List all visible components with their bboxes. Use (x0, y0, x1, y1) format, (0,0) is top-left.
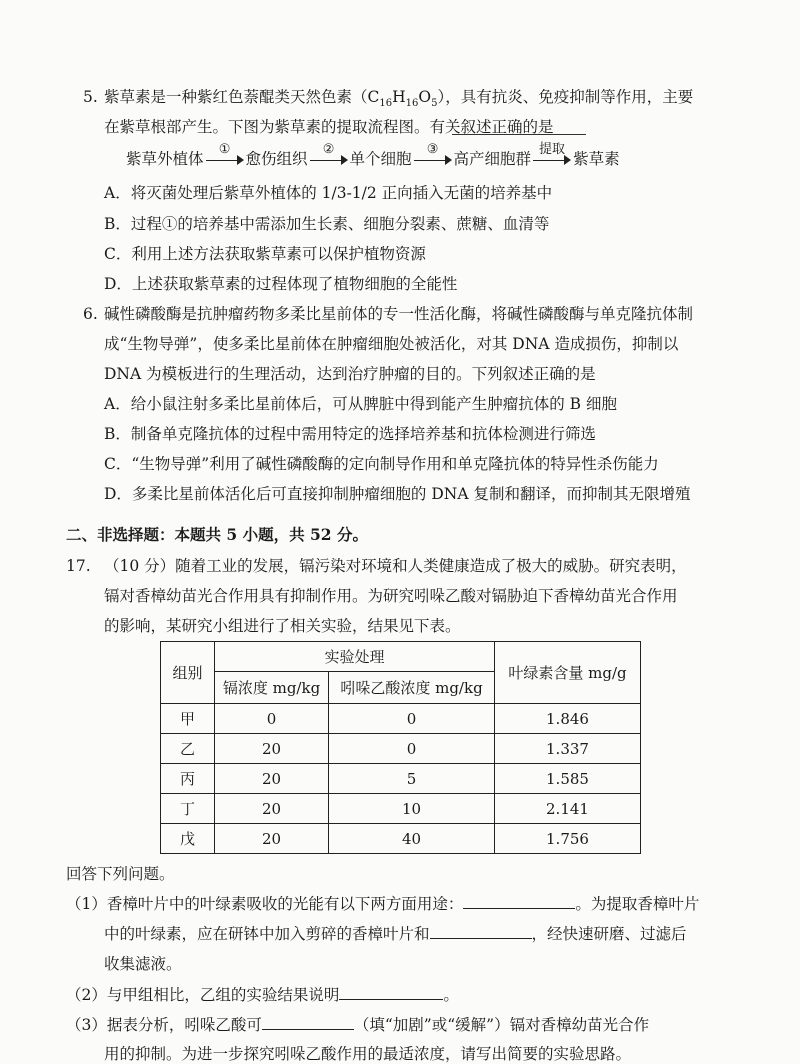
q5-stem-line1: 紫草素是一种紫红色萘醌类天然色素$(C_{16}H_{16}O_5)$，具有抗炎、免疫抑制等作用，主要 (104, 88, 694, 110)
q6-stem-line1: 碱性磷酸酶是抗肿瘤药物多柔比星前体的专一性活化酶，将碱性磷酸酶与单克隆抗体制 (104, 305, 694, 323)
cell-cd: 20 (215, 824, 329, 854)
answer-blank-1[interactable] (463, 894, 575, 909)
header-cd-concentration: 镉浓度 mg/kg (215, 672, 329, 704)
table-row (161, 734, 641, 764)
answer-blank-4[interactable] (262, 1015, 354, 1030)
cell-chlorophyll: 1.756 (495, 824, 641, 854)
flow-arrow-extract: 提取 (533, 149, 571, 169)
section2-heading: 二、非选择题：本题共 5 小题，共 52 分。 (66, 525, 368, 544)
cell-cd: 20 (215, 734, 329, 764)
table-row (161, 704, 641, 734)
flow-node-explant: 紫草外植体 (126, 150, 204, 168)
cell-chlorophyll: 1.585 (495, 764, 641, 794)
cell-chlorophyll: 1.337 (495, 734, 641, 764)
cell-group: 乙 (161, 734, 215, 764)
handwritten-underline (452, 134, 586, 135)
cell-group: 丙 (161, 764, 215, 794)
flow-node-shikonin: 紫草素 (573, 150, 620, 168)
cell-chlorophyll: 2.141 (495, 794, 641, 824)
subq1-line1: （1）香樟叶片中的叶绿素吸收的光能有以下两方面用途： 。为提取香樟叶片 (66, 895, 700, 913)
q6-number: 6. (83, 305, 98, 323)
flow-arrow-3: ③ (414, 149, 452, 169)
q5-option-c: C．利用上述方法获取紫草素可以保护植物资源 (104, 245, 426, 263)
subq1-line3: 收集滤液。 (104, 955, 182, 973)
subq2-line: （2）与甲组相比，乙组的实验结果说明 。 (66, 986, 459, 1004)
header-iaa-concentration: 吲哚乙酸浓度 mg/kg (329, 672, 495, 704)
header-chlorophyll: 叶绿素含量 mg/g (495, 642, 641, 704)
q6-option-d: D．多柔比星前体活化后可直接抑制肿瘤细胞的 DNA 复制和翻译，而抑制其无限增殖 (104, 485, 691, 503)
q5-stem-line2: 在紫草根部产生。下图为紫草素的提取流程图。有关叙述正确的是 (104, 118, 554, 136)
header-group: 组别 (161, 642, 215, 704)
q5-flowchart (126, 142, 620, 169)
flow-arrow-2: ② (310, 149, 348, 169)
subq3-line1: （3）据表分析，吲哚乙酸可 （填“加剧”或“缓解”）镉对香樟幼苗光合作 (66, 1016, 650, 1034)
cell-iaa: 40 (329, 824, 495, 854)
cell-iaa: 0 (329, 734, 495, 764)
subq1-line2: 中的叶绿素，应在研钵中加入剪碎的香樟叶片和 ，经快速研磨、过滤后 (104, 925, 687, 943)
table-row (161, 824, 641, 854)
results-table (160, 641, 641, 854)
q5-option-a: A．将灭菌处理后紫草外植体的 1/3-1/2 正向插入无菌的培养基中 (104, 184, 553, 202)
q17-stem-line2: 镉对香樟幼苗光合作用具有抑制作用。为研究吲哚乙酸对镉胁迫下香樟幼苗光合作用 (104, 587, 678, 605)
q17-stem-line1: （10 分）随着工业的发展，镉污染对环境和人类健康造成了极大的威胁。研究表明， (104, 557, 687, 575)
q17-number: 17. (66, 557, 91, 575)
cell-cd: 0 (215, 704, 329, 734)
flow-node-callus: 愈伤组织 (245, 150, 308, 168)
header-treatment: 实验处理 (215, 642, 495, 672)
cell-iaa: 5 (329, 764, 495, 794)
q6-stem-line3: DNA 为模板进行的生理活动，达到治疗肿瘤的目的。下列叙述正确的是 (104, 365, 596, 383)
flow-node-high-yield: 高产细胞群 (453, 150, 532, 168)
cell-cd: 20 (215, 764, 329, 794)
cell-cd: 20 (215, 794, 329, 824)
cell-group: 丁 (161, 794, 215, 824)
flow-node-single-cell: 单个细胞 (349, 150, 412, 168)
answer-blank-2[interactable] (430, 924, 532, 939)
answer-intro: 回答下列问题。 (66, 865, 175, 883)
q6-stem-line2: 成“生物导弹”，使多柔比星前体在肿瘤细胞处被活化，对其 DNA 造成损伤，抑制以 (104, 335, 679, 353)
q6-option-c: C．“生物导弹”利用了碱性磷酸酶的定向制导作用和单克隆抗体的特异性杀伤能力 (104, 455, 659, 473)
q6-option-a: A．给小鼠注射多柔比星前体后，可从脾脏中得到能产生肿瘤抗体的 B 细胞 (104, 395, 617, 413)
cell-chlorophyll: 1.846 (495, 704, 641, 734)
flow-arrow-1: ① (206, 149, 244, 169)
cell-group: 戊 (161, 824, 215, 854)
q17-stem-line3: 的影响，某研究小组进行了相关实验，结果见下表。 (104, 617, 461, 635)
answer-blank-3[interactable] (339, 985, 443, 1000)
cell-iaa: 0 (329, 704, 495, 734)
q5-number: 5. (83, 88, 98, 106)
cell-group: 甲 (161, 704, 215, 734)
subq3-line2: 用的抑制。为进一步探究吲哚乙酸作用的最适浓度，请写出简要的实验思路。 (104, 1045, 632, 1063)
q6-option-b: B．制备单克隆抗体的过程中需用特定的选择培养基和抗体检测进行筛选 (104, 425, 596, 443)
q5-option-d: D．上述获取紫草素的过程体现了植物细胞的全能性 (104, 275, 458, 293)
table-row (161, 794, 641, 824)
cell-iaa: 10 (329, 794, 495, 824)
q5-option-b: B．过程①的培养基中需添加生长素、细胞分裂素、蔗糖、血清等 (104, 215, 550, 233)
table-row (161, 764, 641, 794)
